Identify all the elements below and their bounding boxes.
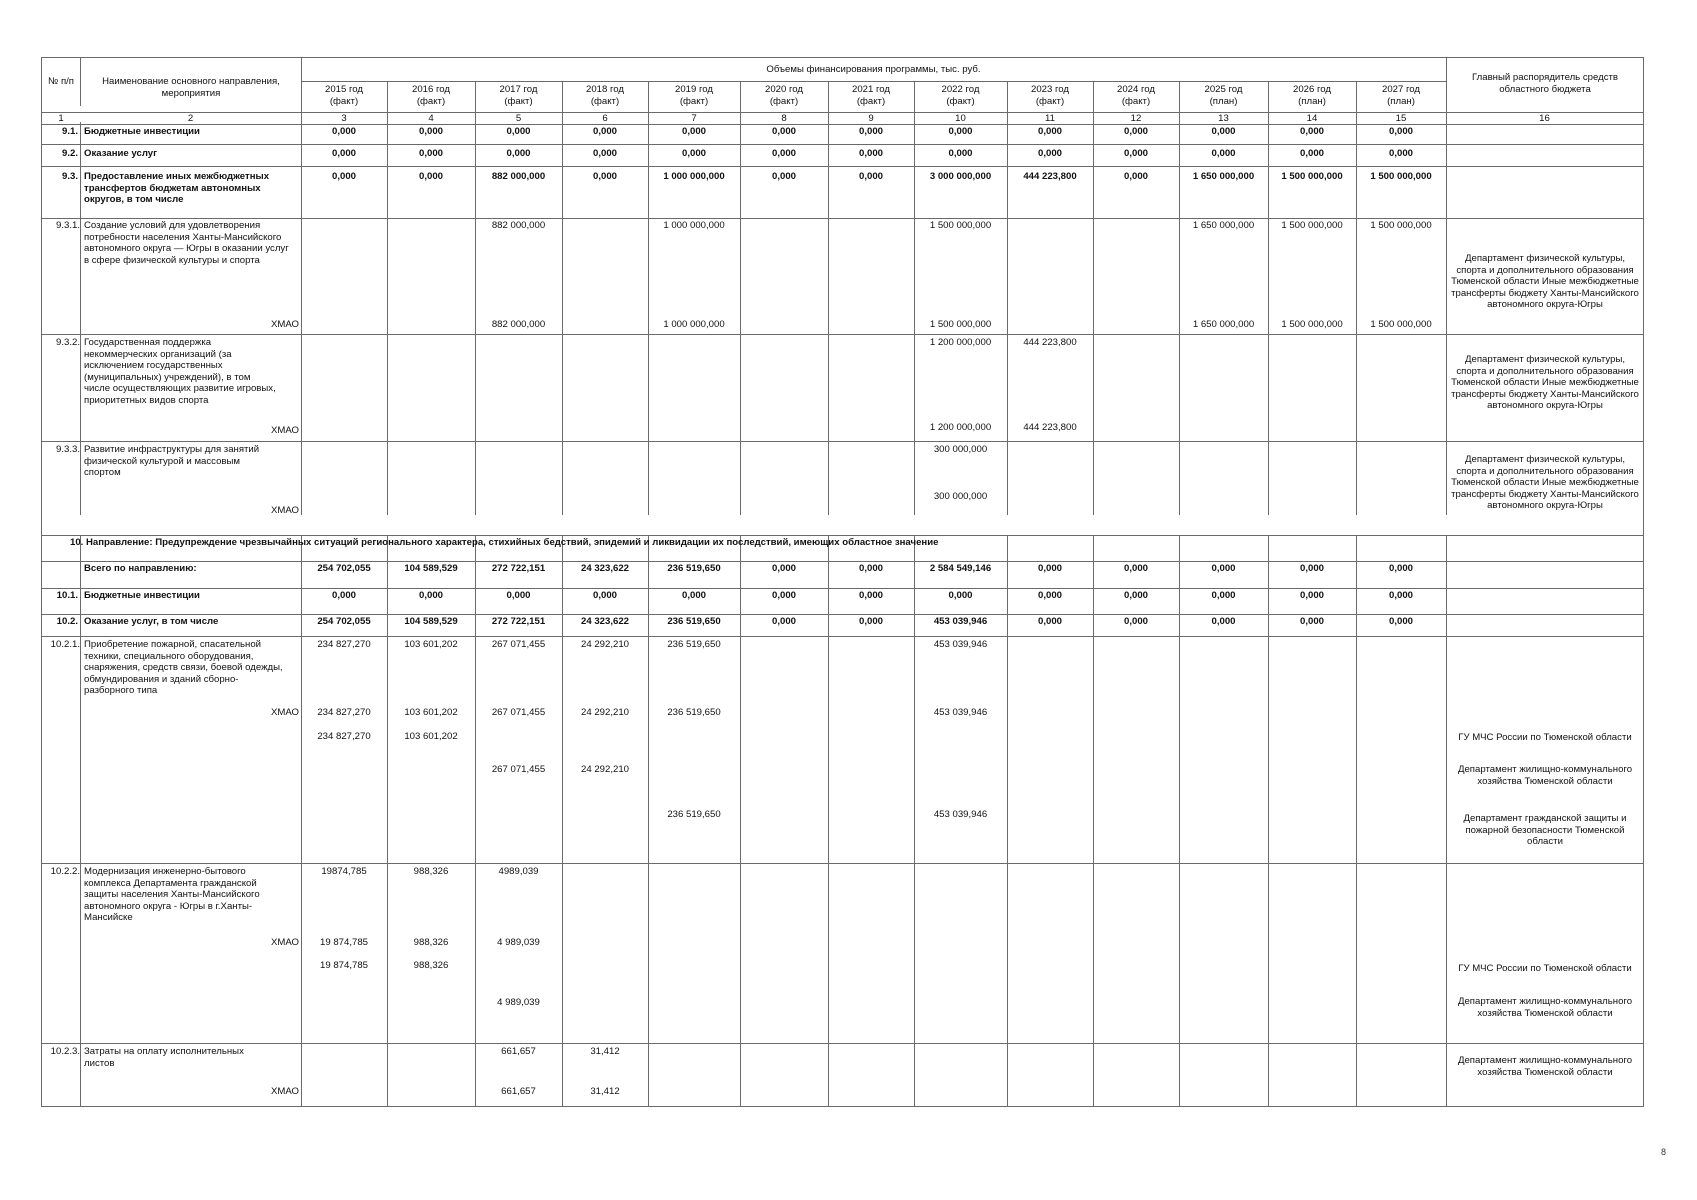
cell-value: 444 223,800 <box>1023 422 1077 433</box>
cell-value: 0,000 <box>1211 126 1236 137</box>
year-header: 2027 год (план) <box>1381 84 1421 107</box>
distributor-cell: ГУ МЧС России по Тюменской области <box>1458 963 1632 974</box>
cell-value: 24 292,210 <box>580 707 629 718</box>
cell-value: 882 000,000 <box>491 171 546 182</box>
grid-line <box>42 614 1643 615</box>
grid-line <box>42 144 1643 145</box>
column-number: 6 <box>602 113 608 124</box>
cell-value: 1 500 000,000 <box>1370 220 1432 231</box>
grid-line <box>1356 81 1357 515</box>
grid-line <box>828 81 829 515</box>
column-number: 14 <box>1306 113 1318 124</box>
row-subtitle: ХМАО <box>270 1086 299 1097</box>
cell-value: 661,657 <box>501 1086 536 1097</box>
column-number: 16 <box>1539 113 1550 124</box>
cell-value: 0,000 <box>1299 126 1324 137</box>
row-name: Бюджетные инвестиции <box>84 590 200 601</box>
cell-value: 0,000 <box>1388 148 1413 159</box>
row-number: 10.2.2. <box>50 866 80 877</box>
cell-value: 882 000,000 <box>491 319 546 330</box>
row-subtitle: ХМАО <box>270 319 299 330</box>
cell-value: 0,000 <box>1388 590 1413 601</box>
cell-value: 1 500 000,000 <box>1370 319 1432 330</box>
grid-line <box>42 166 1643 167</box>
grid-line <box>80 535 81 1106</box>
grid-line <box>740 81 741 515</box>
cell-value: 267 071,455 <box>491 639 546 650</box>
cell-value: 1 500 000,000 <box>929 319 992 330</box>
cell-value: 988,326 <box>413 960 449 971</box>
row-name: Развитие инфраструктуры для занятий физической культурой и массовым спортом <box>84 444 260 479</box>
cell-value: 267 071,455 <box>491 707 546 718</box>
year-header: 2018 год (факт) <box>585 84 625 107</box>
grid-line <box>80 58 81 106</box>
cell-value: 453 039,946 <box>933 707 988 718</box>
cell-value: 453 039,946 <box>933 809 988 820</box>
cell-value: 0,000 <box>1211 148 1236 159</box>
cell-value: 0,000 <box>681 126 706 137</box>
grid-line <box>42 588 1643 589</box>
cell-value: 661,657 <box>501 1046 536 1057</box>
cell-value: 254 702,055 <box>317 563 371 574</box>
grid-line <box>42 1043 1643 1044</box>
cell-value: 0,000 <box>1211 590 1236 601</box>
year-header: 2016 год (факт) <box>411 84 451 107</box>
cell-value: 267 071,455 <box>491 764 546 775</box>
row-name: Всего по направлению: <box>84 563 197 574</box>
cell-value: 1 000 000,000 <box>663 319 725 330</box>
distributor-cell: ГУ МЧС России по Тюменской области <box>1458 732 1632 743</box>
year-header: 2025 год (план) <box>1204 84 1243 107</box>
row-name: Предоставление иных межбюджетных трансфертов бюджетам автономных округов, в том числе <box>84 171 270 206</box>
cell-value: 0,000 <box>1388 126 1413 137</box>
cell-value: 0,000 <box>771 563 796 574</box>
grid-line <box>42 441 1643 442</box>
cell-value: 3 000 000,000 <box>929 171 992 182</box>
col-header-name: Наименование основного направления, мероприятия <box>102 76 280 99</box>
distributor-cell: Департамент физической культуры, спорта и дополнительного образования Тюменской области Иные межбюджетные трансферты бюджету Ханты-Мансийского автономного округа-Югры <box>1451 253 1639 311</box>
year-header: 2023 год (факт) <box>1030 84 1070 107</box>
cell-value: 0,000 <box>1037 590 1062 601</box>
grid-line <box>387 81 388 515</box>
row-subtitle: ХМАО <box>270 707 299 718</box>
cell-value: 254 702,055 <box>317 616 371 627</box>
cell-value: 0,000 <box>1037 616 1062 627</box>
cell-value: 0,000 <box>1123 563 1148 574</box>
cell-value: 0,000 <box>858 563 883 574</box>
cell-value: 104 589,529 <box>404 616 458 627</box>
section-title: 10. Направление: Предупреждение чрезвычайных ситуаций регионального характера, стихийных бедствий, эпидемий и ликвидации их последствий, имеющих областное значение <box>70 537 939 548</box>
column-number: 11 <box>1045 113 1055 124</box>
column-number: 7 <box>691 113 697 124</box>
cell-value: 0,000 <box>858 616 883 627</box>
cell-value: 0,000 <box>1123 126 1148 137</box>
cell-value: 1 000 000,000 <box>663 171 725 182</box>
cell-value: 0,000 <box>331 590 356 601</box>
grid-line <box>1007 81 1008 515</box>
column-number: 3 <box>341 113 347 124</box>
cell-value: 0,000 <box>1123 171 1148 182</box>
row-name: Бюджетные инвестиции <box>84 126 200 137</box>
cell-value: 1 500 000,000 <box>929 220 992 231</box>
cell-value: 0,000 <box>592 171 617 182</box>
grid-line <box>562 81 563 515</box>
column-number: 1 <box>58 113 64 124</box>
cell-value: 2 584 549,146 <box>929 563 992 574</box>
cell-value: 0,000 <box>1299 148 1324 159</box>
cell-value: 1 500 000,000 <box>1281 319 1343 330</box>
row-number: 9.3. <box>61 171 78 182</box>
row-number: 9.2. <box>61 148 78 159</box>
column-number: 4 <box>428 113 434 124</box>
cell-value: 236 519,650 <box>667 809 721 820</box>
column-number: 9 <box>868 113 874 124</box>
distributor-cell: Департамент гражданской защиты и пожарной безопасности Тюменской области <box>1463 813 1627 848</box>
cell-value: 0,000 <box>331 171 356 182</box>
cell-value: 0,000 <box>506 148 531 159</box>
cell-value: 0,000 <box>592 126 617 137</box>
distributor-cell: Департамент жилищно-коммунального хозяйства Тюменской области <box>1457 996 1633 1019</box>
column-number: 12 <box>1130 113 1142 124</box>
cell-value: 272 722,151 <box>491 563 546 574</box>
cell-value: 0,000 <box>771 148 796 159</box>
cell-value: 236 519,650 <box>667 563 721 574</box>
cell-value: 0,000 <box>1299 590 1324 601</box>
cell-value: 0,000 <box>1037 563 1062 574</box>
year-header: 2022 год (факт) <box>941 84 980 107</box>
cell-value: 444 223,800 <box>1023 337 1077 348</box>
cell-value: 0,000 <box>1211 563 1236 574</box>
year-header: 2021 год (факт) <box>851 84 891 107</box>
grid-line <box>301 81 1446 82</box>
row-name: Создание условий для удовлетворения потребности населения Ханты-Мансийского автономного округа — Югры в оказании услуг в сфере физической культуры и спорта <box>84 220 289 266</box>
year-header: 2024 год (факт) <box>1116 84 1156 107</box>
cell-value: 0,000 <box>771 590 796 601</box>
cell-value: 1 500 000,000 <box>1281 171 1343 182</box>
grid-line <box>648 81 649 515</box>
row-subtitle: ХМАО <box>270 505 299 516</box>
grid-line <box>1268 81 1269 515</box>
row-number: 10.2.1. <box>50 639 80 650</box>
grid-line <box>42 334 1643 335</box>
grid-line <box>1093 81 1094 515</box>
row-subtitle: ХМАО <box>270 425 299 436</box>
cell-value: 236 519,650 <box>667 707 721 718</box>
column-number: 13 <box>1218 113 1229 124</box>
cell-value: 24 323,622 <box>580 616 629 627</box>
cell-value: 234 827,270 <box>317 707 371 718</box>
cell-value: 453 039,946 <box>933 616 988 627</box>
row-name: Приобретение пожарной, спасательной техники, специального оборудования, снаряжения, средств связи, боевой одежды, обмундирования и зданий сборно-разборного типа <box>84 639 283 697</box>
cell-value: 19 874,785 <box>319 960 368 971</box>
row-name: Государственная поддержка некоммерческих организаций (за исключением государственных (муниципальных) учреждений), в том числе осуществляющих развитие игровых, приоритетных видов спорта <box>84 337 276 406</box>
cell-value: 453 039,946 <box>933 639 988 650</box>
grid-line <box>42 218 1643 219</box>
year-header: 2026 год (план) <box>1292 84 1332 107</box>
col-header-volumes: Объемы финансирования программы, тыс. руб. <box>766 64 981 75</box>
grid-line <box>42 535 1643 536</box>
cell-value: 0,000 <box>418 126 443 137</box>
cell-value: 103 601,202 <box>404 639 458 650</box>
cell-value: 0,000 <box>858 126 883 137</box>
cell-value: 0,000 <box>1388 563 1413 574</box>
cell-value: 1 500 000,000 <box>1281 220 1343 231</box>
cell-value: 24 323,622 <box>580 563 629 574</box>
col-header-num: № п/п <box>47 76 74 87</box>
cell-value: 0,000 <box>418 171 443 182</box>
cell-value: 19874,785 <box>321 866 367 877</box>
cell-value: 0,000 <box>506 126 531 137</box>
grid-line <box>42 561 1643 562</box>
cell-value: 234 827,270 <box>317 731 371 742</box>
column-number: 5 <box>515 113 522 124</box>
column-number: 2 <box>187 113 194 124</box>
cell-value: 0,000 <box>592 148 617 159</box>
cell-value: 300 000,000 <box>933 491 988 502</box>
cell-value: 1 650 000,000 <box>1192 171 1255 182</box>
grid-line <box>1179 81 1180 515</box>
cell-value: 1 650 000,000 <box>1192 220 1255 231</box>
cell-value: 0,000 <box>1299 563 1324 574</box>
cell-value: 19 874,785 <box>319 937 368 948</box>
cell-value: 0,000 <box>858 148 883 159</box>
cell-value: 1 200 000,000 <box>929 422 992 433</box>
cell-value: 236 519,650 <box>667 639 721 650</box>
cell-value: 31,412 <box>590 1086 620 1097</box>
cell-value: 272 722,151 <box>491 616 546 627</box>
distributor-cell: Департамент физической культуры, спорта и дополнительного образования Тюменской области Иные межбюджетные трансферты бюджету Ханты-Мансийского автономного округа-Югры <box>1451 454 1639 512</box>
cell-value: 0,000 <box>1123 148 1148 159</box>
cell-value: 4989,039 <box>498 866 539 877</box>
cell-value: 103 601,202 <box>404 731 458 742</box>
cell-value: 1 650 000,000 <box>1192 319 1255 330</box>
row-number: 9.3.2. <box>55 337 80 348</box>
cell-value: 0,000 <box>681 590 706 601</box>
row-number: 9.3.3. <box>55 444 80 455</box>
cell-value: 0,000 <box>1123 590 1148 601</box>
cell-value: 24 292,210 <box>580 764 629 775</box>
cell-value: 0,000 <box>418 148 443 159</box>
cell-value: 0,000 <box>858 590 883 601</box>
cell-value: 0,000 <box>771 126 796 137</box>
cell-value: 1 500 000,000 <box>1370 171 1432 182</box>
financing-table <box>41 57 1644 1107</box>
cell-value: 0,000 <box>1037 148 1062 159</box>
cell-value: 0,000 <box>948 126 973 137</box>
year-header: 2017 год (факт) <box>499 84 538 107</box>
cell-value: 0,000 <box>1211 616 1236 627</box>
row-number: 10.2. <box>56 616 78 627</box>
row-name: Затраты на оплату исполнительных листов <box>84 1046 244 1069</box>
column-number: 8 <box>781 113 787 124</box>
cell-value: 4 989,039 <box>497 937 540 948</box>
row-subtitle: ХМАО <box>270 937 299 948</box>
cell-value: 0,000 <box>681 148 706 159</box>
row-name: Модернизация инженерно-бытового комплекса Департамента гражданской защиты населения Ханты-Мансийского автономного округа - Югры в г.Ханты-Мансийске <box>84 866 260 924</box>
cell-value: 0,000 <box>418 590 443 601</box>
cell-value: 234 827,270 <box>317 639 371 650</box>
column-number: 15 <box>1395 113 1407 124</box>
year-header: 2020 год (факт) <box>764 84 804 107</box>
grid-line <box>1446 58 1447 515</box>
col-header-distributor: Главный распорядитель средств областного бюджета <box>1472 72 1618 95</box>
cell-value: 0,000 <box>1299 616 1324 627</box>
cell-value: 0,000 <box>1123 616 1148 627</box>
cell-value: 0,000 <box>948 148 973 159</box>
cell-value: 1 200 000,000 <box>929 337 992 348</box>
cell-value: 988,326 <box>413 937 449 948</box>
cell-value: 0,000 <box>948 590 973 601</box>
row-number: 9.1. <box>61 126 78 137</box>
cell-value: 882 000,000 <box>491 220 546 231</box>
cell-value: 300 000,000 <box>933 444 988 455</box>
cell-value: 988,326 <box>413 866 449 877</box>
row-number: 10.1. <box>56 590 78 601</box>
cell-value: 0,000 <box>1037 126 1062 137</box>
cell-value: 0,000 <box>592 590 617 601</box>
grid-line <box>475 81 476 515</box>
row-number: 9.3.1. <box>55 220 80 231</box>
cell-value: 103 601,202 <box>404 707 458 718</box>
grid-line <box>42 636 1643 637</box>
cell-value: 0,000 <box>331 126 356 137</box>
cell-value: 236 519,650 <box>667 616 721 627</box>
grid-line <box>42 863 1643 864</box>
cell-value: 24 292,210 <box>580 639 629 650</box>
year-header: 2019 год (факт) <box>674 84 714 107</box>
distributor-cell: Департамент жилищно-коммунального хозяйства Тюменской области <box>1457 1055 1633 1078</box>
column-number: 10 <box>955 113 966 124</box>
cell-value: 0,000 <box>506 590 531 601</box>
distributor-cell: Департамент физической культуры, спорта и дополнительного образования Тюменской области Иные межбюджетные трансферты бюджету Ханты-Мансийского автономного округа-Югры <box>1451 354 1639 412</box>
year-header: 2015 год (факт) <box>324 84 364 107</box>
cell-value: 0,000 <box>771 616 796 627</box>
row-name: Оказание услуг <box>84 148 158 159</box>
distributor-cell: Департамент жилищно-коммунального хозяйства Тюменской области <box>1457 764 1633 787</box>
row-name: Оказание услуг, в том числе <box>84 616 219 627</box>
cell-value: 0,000 <box>331 148 356 159</box>
cell-value: 0,000 <box>771 171 796 182</box>
cell-value: 0,000 <box>858 171 883 182</box>
cell-value: 1 000 000,000 <box>663 220 725 231</box>
cell-value: 31,412 <box>590 1046 620 1057</box>
cell-value: 104 589,529 <box>404 563 458 574</box>
cell-value: 0,000 <box>1388 616 1413 627</box>
grid-line <box>80 122 81 515</box>
row-number: 10.2.3. <box>50 1046 80 1057</box>
grid-line <box>1446 535 1447 1106</box>
cell-value: 4 989,039 <box>497 997 540 1008</box>
cell-value: 444 223,800 <box>1023 171 1077 182</box>
page-number: 8 <box>1661 1147 1667 1157</box>
